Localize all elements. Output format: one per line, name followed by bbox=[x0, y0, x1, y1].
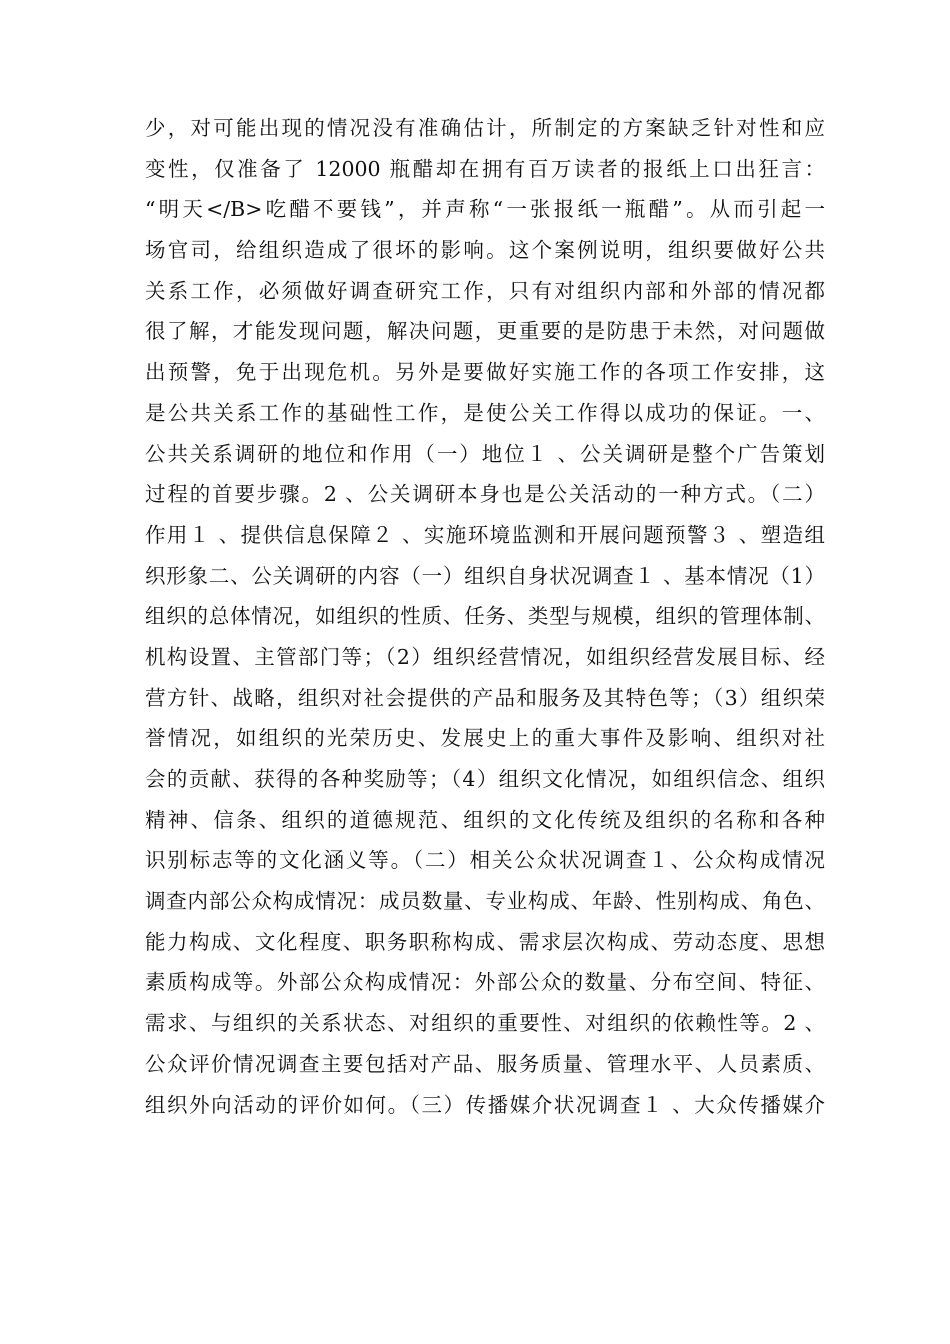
text-line: 是公共关系工作的基础性工作，是使公关工作得以成功的保证。一、 bbox=[145, 400, 825, 425]
text-line: 会的贡献、获得的各种奖励等；（4）组织文化情况，如组织信念、组织 bbox=[145, 767, 825, 791]
text-line: 誉情况，如组织的光荣历史、发展史上的重大事件及影响、组织对社 bbox=[145, 726, 825, 751]
text-line: 织形象二、公关调研的内容（一）组织自身状况调查１ 、基本情况（1） bbox=[145, 563, 825, 588]
text-line: 组织的总体情况，如组织的性质、任务、类型与规模，组织的管理体制、 bbox=[145, 604, 825, 629]
text-line: 机构设置、主管部门等；（2）组织经营情况，如组织经营发展目标、经 bbox=[145, 644, 825, 669]
text-line: 少，对可能出现的情况没有准确估计，所制定的方案缺乏针对性和应 bbox=[145, 116, 825, 140]
body-text bbox=[145, 108, 825, 1125]
text-line: 营方针、战略，组织对社会提供的产品和服务及其特色等；（3）组织荣 bbox=[145, 685, 825, 710]
text-line: “明天</B>吃醋不要钱”，并声称“一张报纸一瓶醋”。从而引起一 bbox=[145, 197, 825, 222]
text-line: 调查内部公众构成情况：成员数量、专业构成、年龄、性别构成、角色、 bbox=[145, 889, 825, 914]
text-line: 素质构成等。外部公众构成情况：外部公众的数量、分布空间、特征、 bbox=[145, 970, 825, 995]
text-line: 组织外向活动的评价如何。（三）传播媒介状况调查１ 、大众传播媒介 bbox=[145, 1092, 825, 1117]
text-line: 需求、与组织的关系状态、对组织的重要性、对组织的依赖性等。2 、 bbox=[145, 1011, 825, 1036]
text-line: 能力构成、文化程度、职务职称构成、需求层次构成、劳动态度、思想 bbox=[145, 929, 825, 954]
text-line: 识别标志等的文化涵义等。（二）相关公众状况调查１、公众构成情况 bbox=[145, 848, 825, 873]
text-line: 出预警，免于出现危机。另外是要做好实施工作的各项工作安排，这 bbox=[145, 360, 825, 385]
text-line: 精神、信条、组织的道德规范、组织的文化传统及组织的名称和各种 bbox=[145, 807, 825, 832]
text-line: 作用１ 、提供信息保障２ 、实施环境监测和开展问题预警３ 、塑造组 bbox=[145, 522, 825, 547]
text-line: 过程的首要步骤。2 、公关调研本身也是公关活动的一种方式。（二） bbox=[145, 482, 825, 507]
text-line: 很了解，才能发现问题，解决问题，更重要的是防患于未然，对问题做 bbox=[145, 319, 825, 344]
text-line: 关系工作，必须做好调查研究工作，只有对组织内部和外部的情况都 bbox=[145, 278, 825, 303]
text-line: 场官司，给组织造成了很坏的影响。这个案例说明，组织要做好公共 bbox=[145, 238, 825, 263]
text-line: 变性，仅准备了 12000 瓶醋却在拥有百万读者的报纸上口出狂言： bbox=[145, 156, 825, 181]
text-line: 公共关系调研的地位和作用（一）地位１ 、公关调研是整个广告策划 bbox=[145, 441, 825, 466]
text-line: 公众评价情况调查主要包括对产品、服务质量、管理水平、人员素质、 bbox=[145, 1051, 825, 1076]
